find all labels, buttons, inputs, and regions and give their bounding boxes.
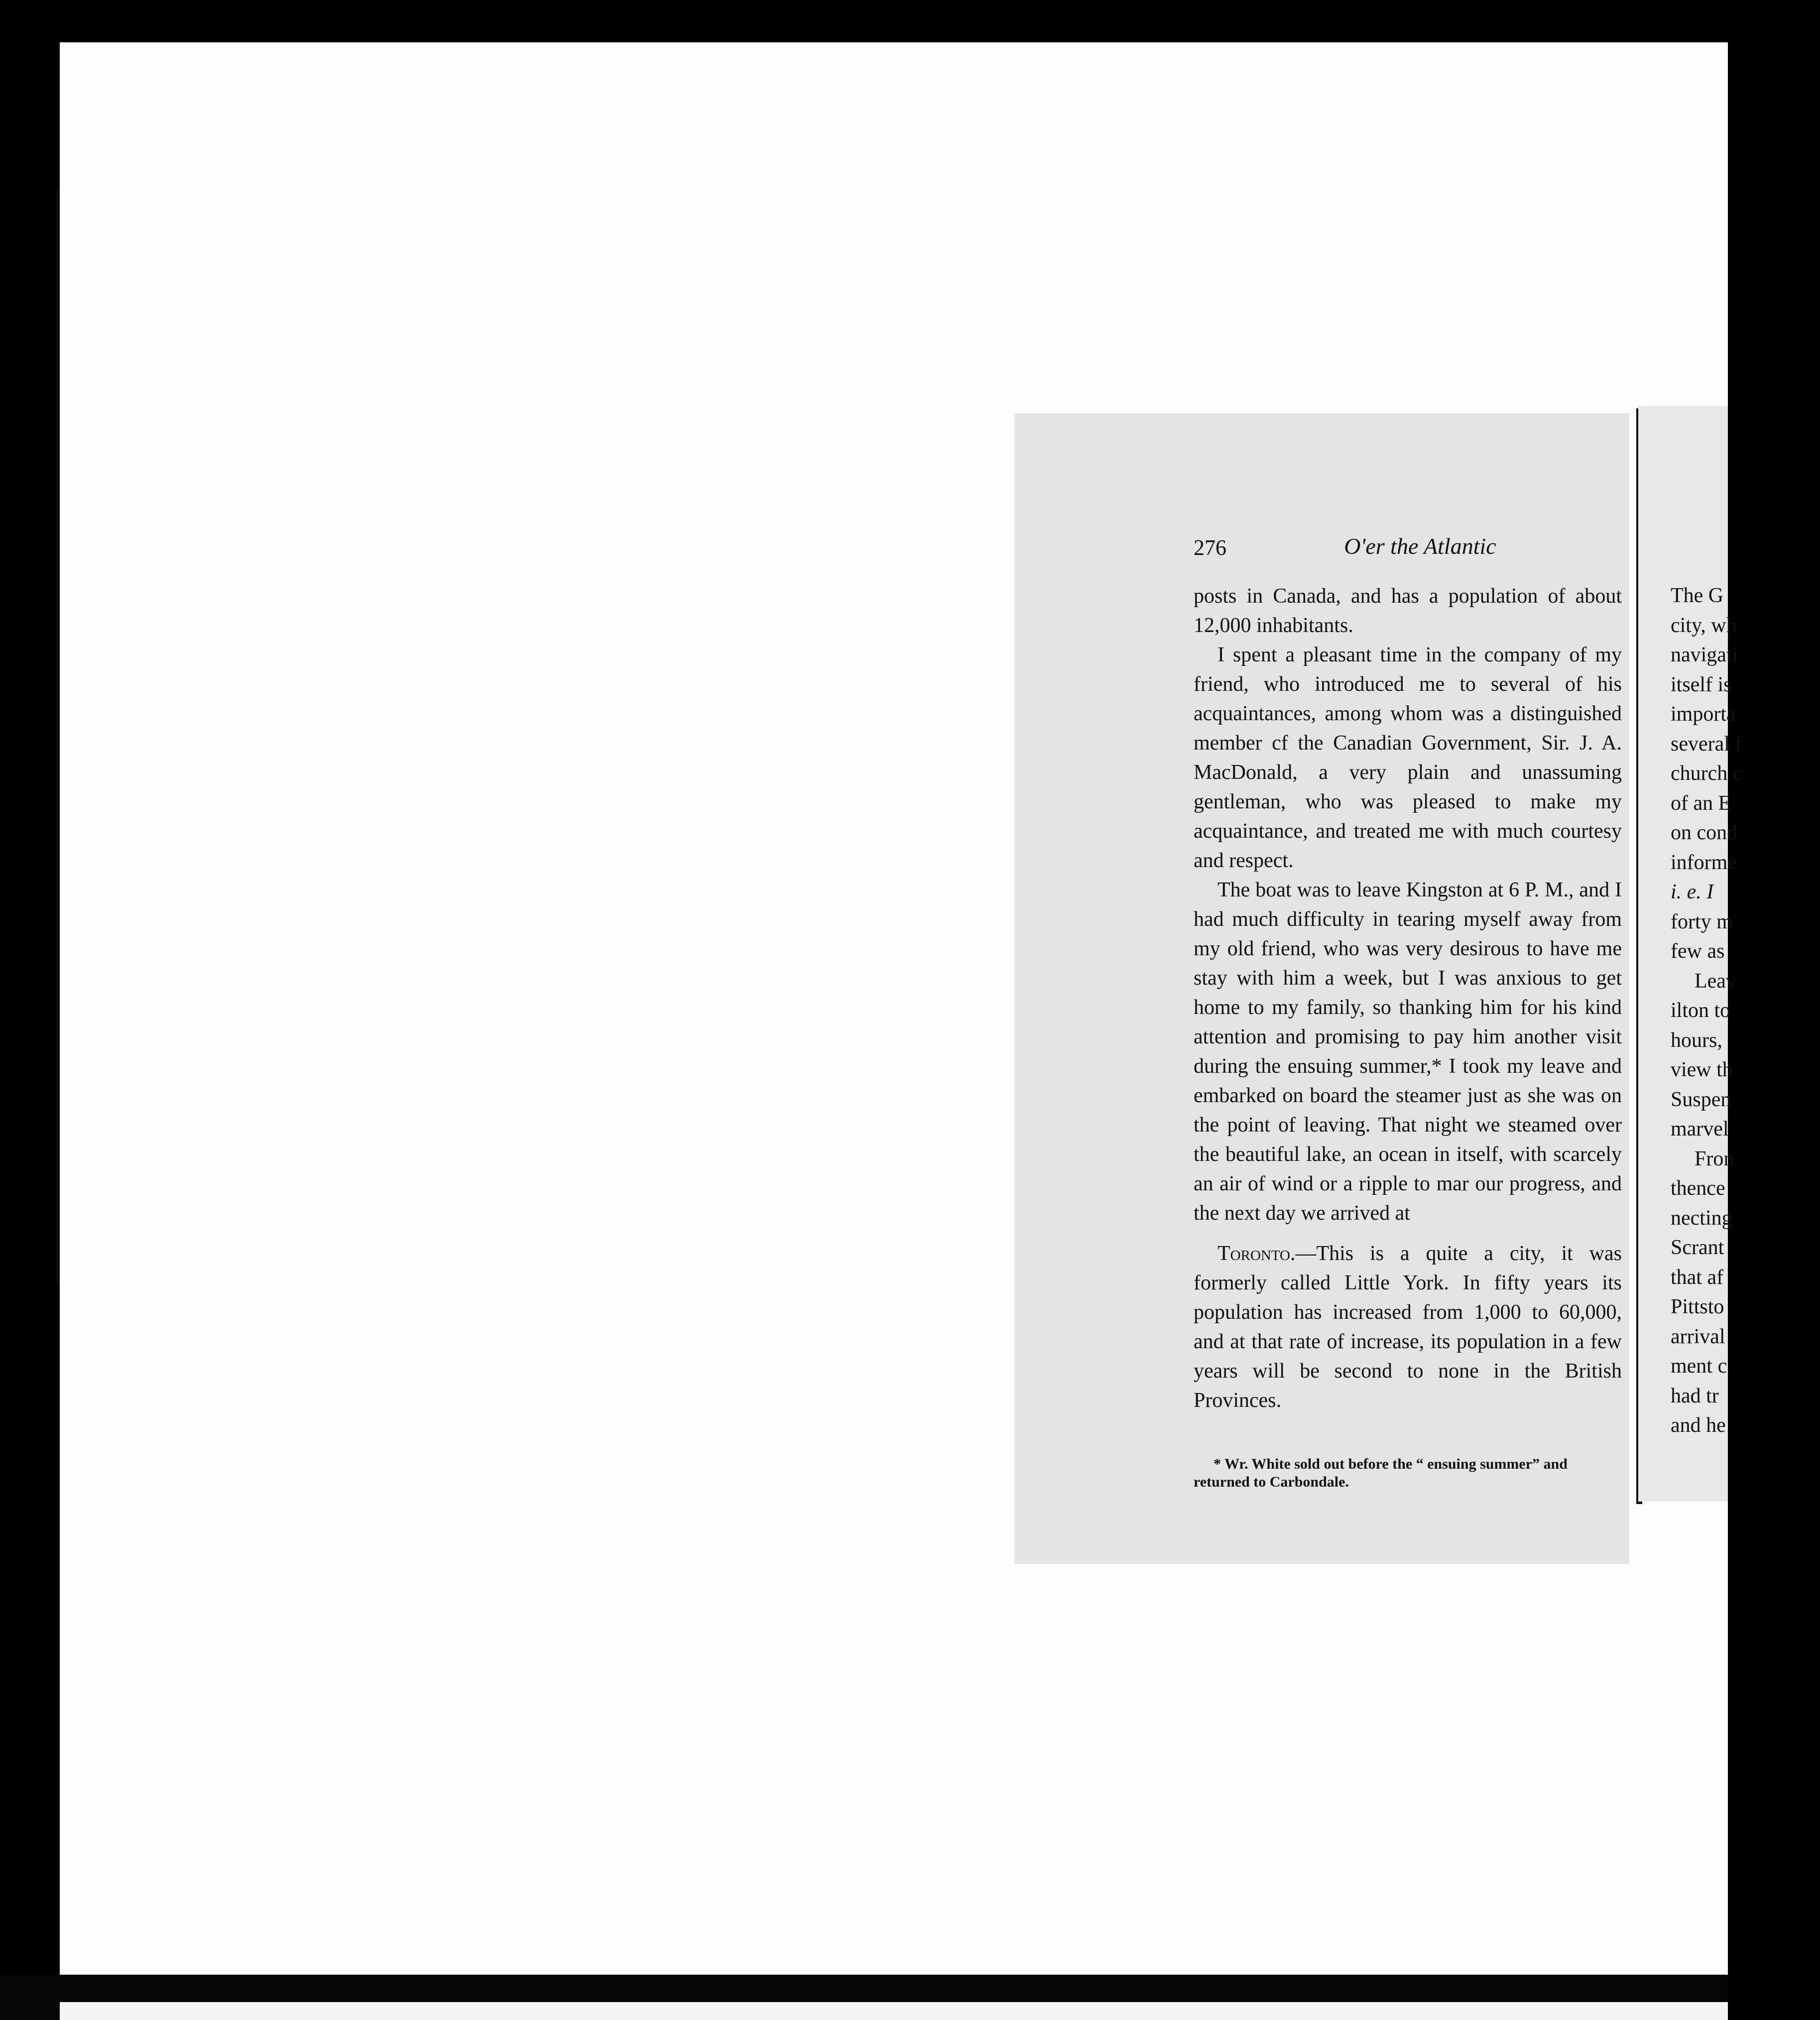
right-line: necting xyxy=(1671,1206,1732,1230)
right-page-partial xyxy=(1638,406,1742,1502)
right-line: itself is xyxy=(1671,673,1732,696)
toronto-text: —This is a quite a city, it was formerly called Little York. In fifty years its population has increased from 1,000 to 60,000, and at that rate of increase, its population in a few years will be second to none in the British Provinces. xyxy=(1194,1242,1622,1412)
right-line: arrival xyxy=(1671,1325,1725,1348)
paragraph: posts in Canada, and has a population of about 12,000 inhabitants. xyxy=(1194,585,1622,637)
right-line: view th xyxy=(1671,1058,1733,1081)
right-line: and he xyxy=(1671,1414,1726,1437)
footnote: * Wr. White sold out before the “ ensuing summer” and returned to Carbondale. xyxy=(1194,1456,1568,1490)
right-line: Suspen xyxy=(1671,1088,1731,1111)
right-line: city, wh xyxy=(1671,614,1737,637)
right-line: i. e. I xyxy=(1671,881,1714,903)
right-line: importa xyxy=(1671,703,1736,726)
right-line: Fron xyxy=(1695,1147,1734,1170)
toronto-heading: Toronto. xyxy=(1217,1242,1296,1265)
right-line: church c xyxy=(1671,762,1742,785)
right-line: Leav xyxy=(1695,969,1736,993)
right-line: Scrant xyxy=(1671,1236,1724,1259)
right-line: forty m xyxy=(1671,910,1733,933)
film-edge xyxy=(56,189,60,1285)
next-frame-edge xyxy=(60,2002,1728,2020)
right-line: marvel xyxy=(1671,1118,1729,1140)
toronto-paragraph xyxy=(1194,1239,1622,1415)
left-page xyxy=(1014,413,1629,1564)
page-number: 276 xyxy=(1194,535,1226,560)
right-page-text xyxy=(1671,581,1820,1441)
right-line: ilton to xyxy=(1671,999,1731,1022)
right-line: few as xyxy=(1671,940,1725,963)
running-title: O'er the Atlantic xyxy=(1344,533,1496,559)
right-line: hours, xyxy=(1671,1028,1722,1052)
right-line: on cond xyxy=(1671,821,1738,844)
right-line: had tr xyxy=(1671,1384,1719,1407)
right-line: informe xyxy=(1671,851,1737,874)
right-line: of an E xyxy=(1671,791,1731,815)
right-line: several f xyxy=(1671,732,1742,756)
paragraph: The boat was to leave Kingston at 6 P. M., and I had much difficulty in tearing myself away from my old friend, who was very desirous to have me stay with him a week, but I was anxious to get home to my family, so thanking him for his kind attention and promising to pay him another visit during the ensuing summer,* I took my leave and embarked on board the steamer just as she was on the point of leaving. That night we steamed over the beautiful lake, an ocean in itself, with scarcely an air of wind or a ripple to mar our progress, and the next day we arrived at xyxy=(1194,879,1622,1225)
right-line: navigati xyxy=(1671,643,1738,666)
right-line: ment c xyxy=(1671,1355,1727,1378)
body-text xyxy=(1194,582,1622,1415)
right-line: thence xyxy=(1671,1177,1725,1200)
paragraph: I spent a pleasant time in the company of my friend, who introduced me to several of his acquaintances, among whom was a distinguished member cf the Canadian Government, Sir. J. A. MacDonald, a very plain and unassuming gentleman, who was pleased to make my acquaintance, and treated me with much courtesy and respect. xyxy=(1194,643,1622,872)
right-line: that af xyxy=(1671,1265,1724,1289)
right-line: Pittsto xyxy=(1671,1295,1724,1318)
right-line: The G xyxy=(1671,584,1724,607)
